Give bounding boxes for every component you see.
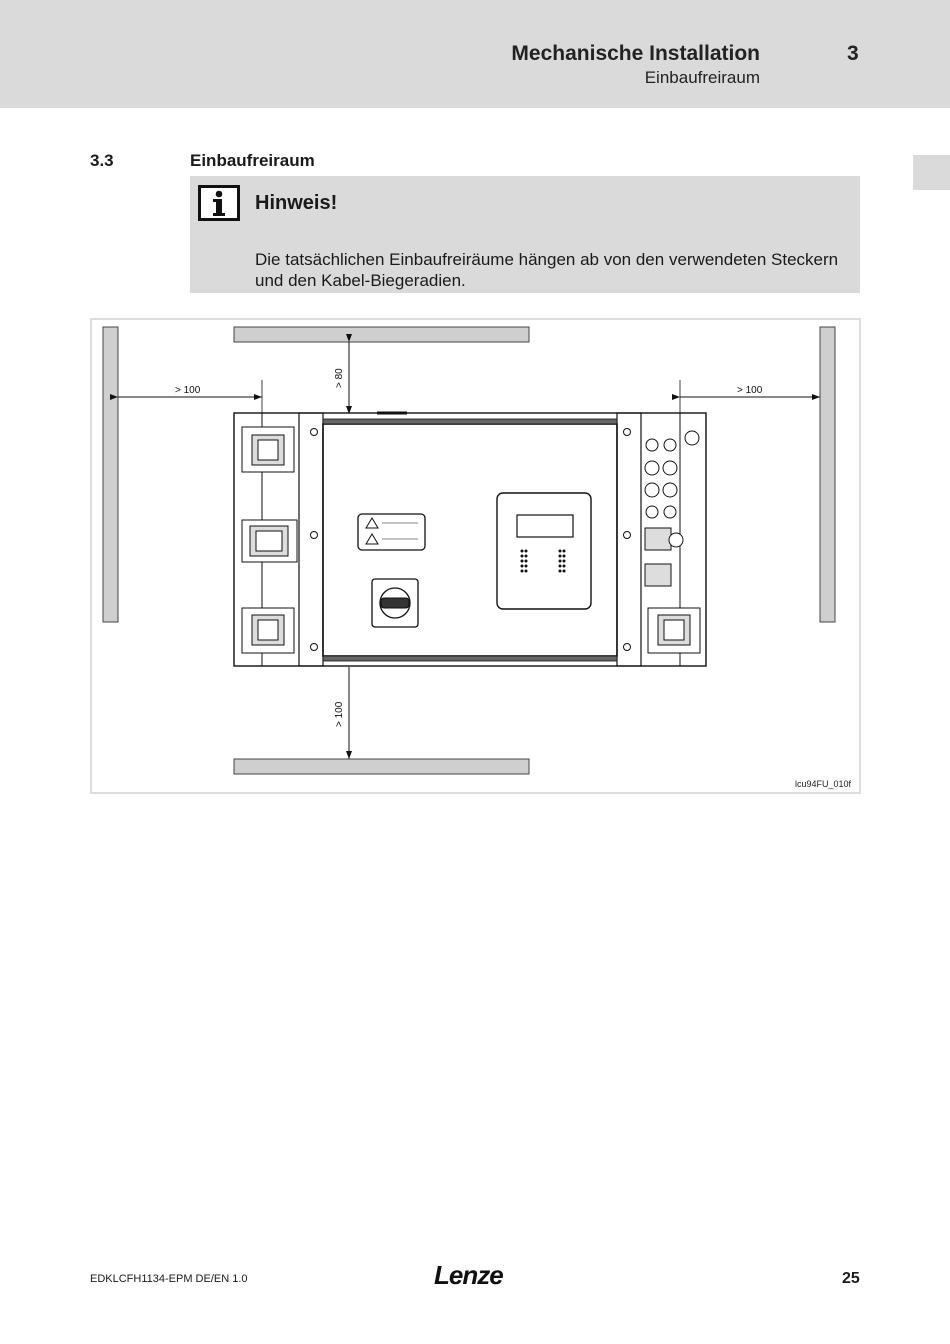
main-switch xyxy=(372,579,418,627)
left-connectors xyxy=(242,427,297,653)
bottom-wall xyxy=(234,759,529,774)
dim-top-label: > 80 xyxy=(334,368,345,388)
keypad-module xyxy=(497,493,591,609)
note-text xyxy=(255,249,855,291)
footer-document-id: EDKLCFH1134-EPM DE/EN 1.0 xyxy=(90,1273,248,1285)
dim-right-label: > 100 xyxy=(737,385,763,396)
chapter-number: 3 xyxy=(847,42,859,65)
note-title: Hinweis! xyxy=(255,192,338,214)
header-band xyxy=(0,0,950,108)
chapter-tab xyxy=(913,155,950,190)
section-number: 3.3 xyxy=(90,151,114,170)
clearance-figure xyxy=(90,318,861,794)
dim-bottom-label: > 100 xyxy=(334,701,345,727)
header-subtitle: Einbaufreiraum xyxy=(644,68,760,87)
device-housing xyxy=(234,413,706,666)
note-line-2: und den Kabel-Biegeradien. xyxy=(255,271,466,290)
figure-reference: lcu94FU_010f xyxy=(794,779,851,789)
page-number: 25 xyxy=(842,1270,860,1287)
section-title: Einbaufreiraum xyxy=(190,151,315,170)
top-wall xyxy=(234,327,529,342)
lenze-logo: Lenze xyxy=(434,1260,503,1290)
info-icon xyxy=(198,185,240,226)
left-wall xyxy=(103,327,118,622)
header-title: Mechanische Installation xyxy=(511,42,760,65)
warning-label xyxy=(358,514,425,550)
right-wall xyxy=(820,327,835,622)
note-line-1: Die tatsächlichen Einbaufreiräume hängen ab von den verwendeten Steckern xyxy=(255,250,839,269)
dim-left-label: > 100 xyxy=(175,385,201,396)
clearance-drawing xyxy=(92,320,859,792)
note-box xyxy=(190,176,860,293)
